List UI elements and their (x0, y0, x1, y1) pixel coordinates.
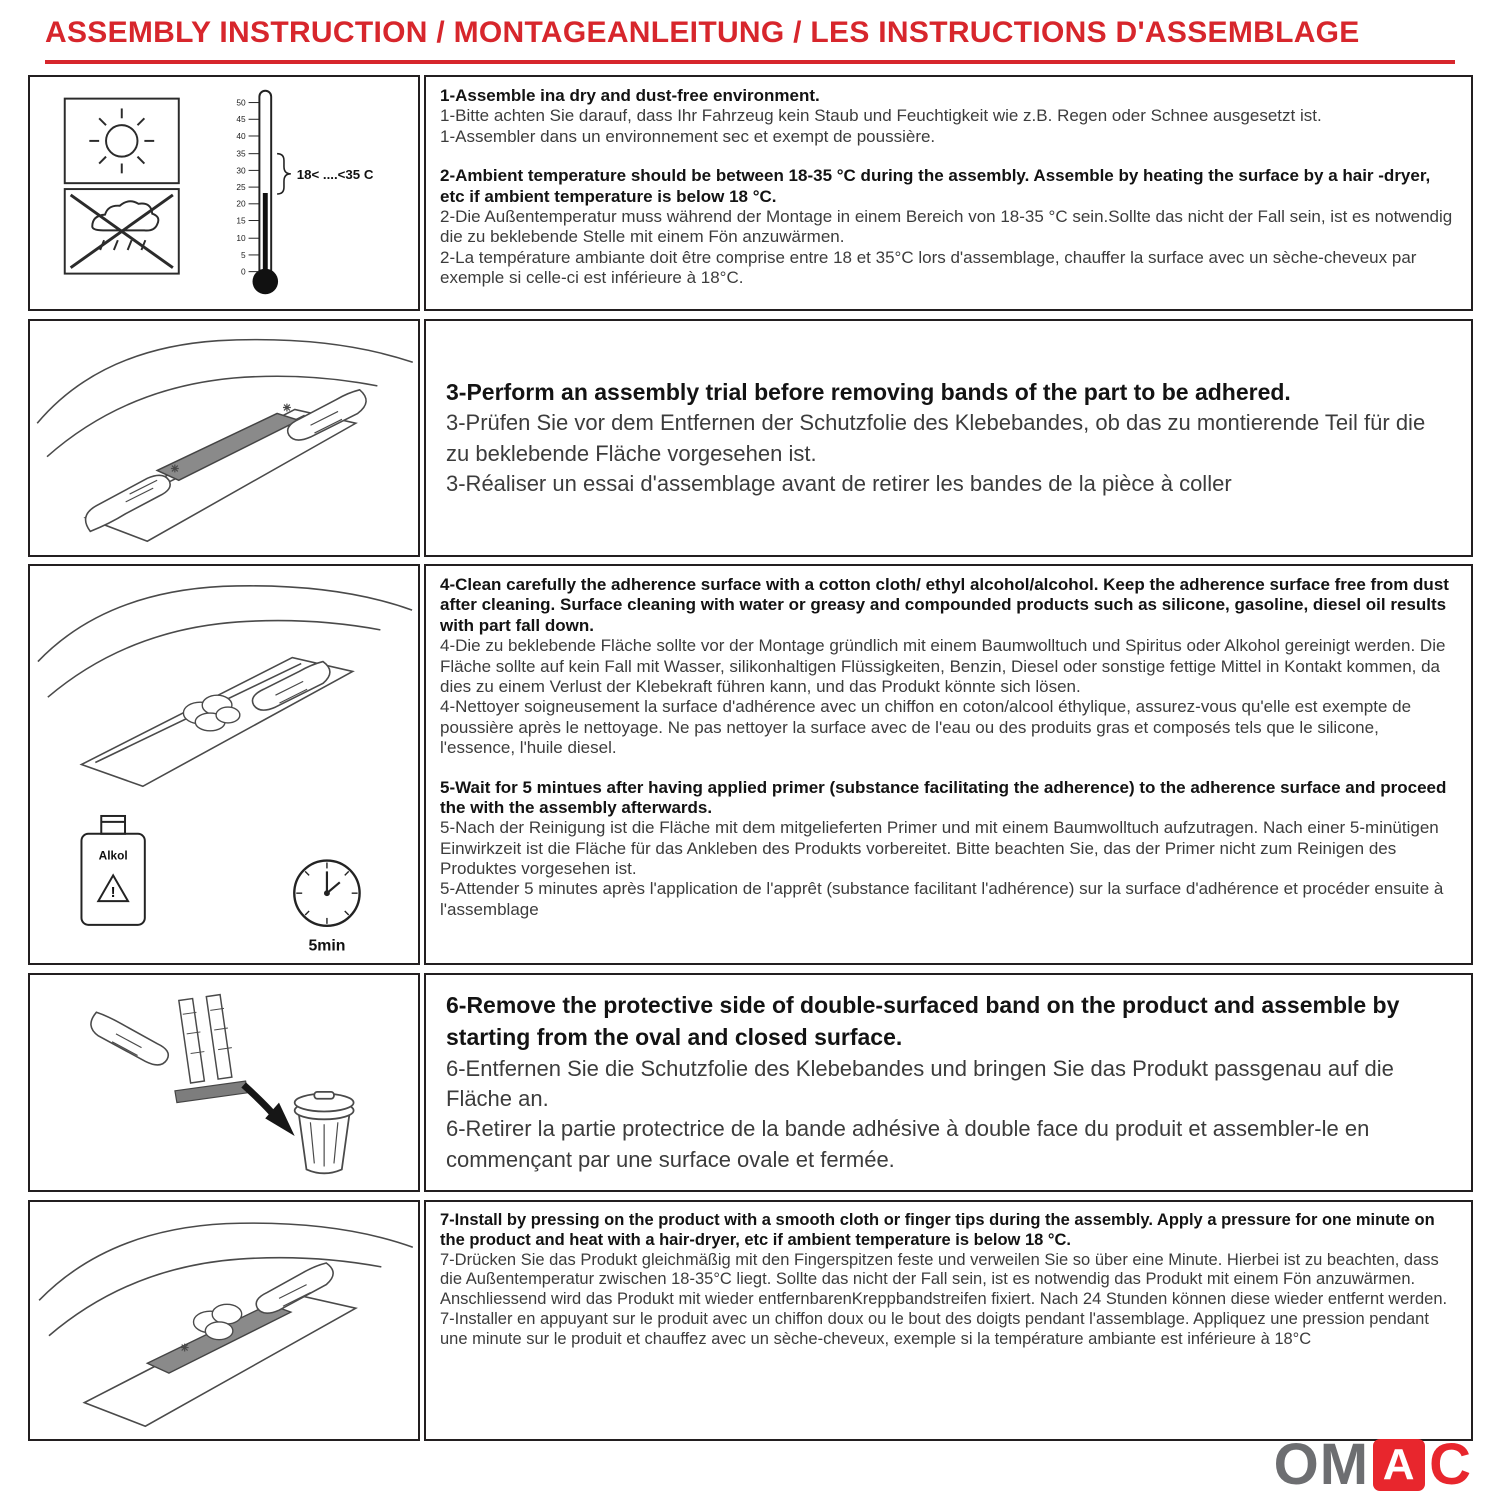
instructions-step-1-2 (424, 75, 1473, 311)
illustration-climate-temperature (28, 75, 420, 311)
press-install-illustration (30, 1202, 418, 1439)
cleaning-cloth-icon (183, 695, 239, 731)
step-row-6 (0, 973, 1500, 1192)
sill-plate-product (157, 413, 299, 480)
instruction-text: 6-Retirer la partie protectrice de la bande adhésive à double face du produit et assembler-le en commençant par une surface ovale et fermée. (446, 1116, 1370, 1172)
instruction-heading: 1-Assemble ina dry and dust-free environment. (440, 86, 820, 105)
remove-film-illustration (30, 975, 418, 1190)
instruction-text: 4-Nettoyer soigneusement la surface d'adhérence avec un chiffon en coton/alcool éthylique, assurez-vous qu'elle est exempte de poussière après le nettoyage. Ne pas nettoyer la surface avec de l'eau ou des produits gras et composés tels que le silicone, l'essence, l'huile diesel. (440, 697, 1412, 758)
thermometer-icon (236, 91, 374, 294)
svg-text:30: 30 (236, 165, 246, 176)
instruction-heading: 5-Wait for 5 mintues after having applied primer (substance facilitating the adherence) to the adherence surface and proceed the with the assembly afterwards. (440, 777, 1447, 817)
instruction-heading: 2-Ambient temperature should be between 18-35 °C during the assembly. Assemble by heating the surface by a hair -dryer, etc if ambient temperature is below 18 °C. (440, 166, 1431, 206)
instruction-text: 5-Nach der Reinigung ist die Fläche mit dem mitgelieferten Primer und mit einem Baumwolltuch aufzutragen. Nach einer 5-minütigen Einwirkzeit ist die Fläche für das Ankleben des Produkts vorbereitet. Bitte beachten Sie, das der Primer nicht zum Reinigen des Produktes vorgesehen ist. (440, 818, 1439, 879)
door-sill-lines (38, 586, 412, 786)
svg-text:50: 50 (236, 97, 246, 108)
svg-text:25: 25 (236, 182, 246, 193)
trash-can-icon (295, 1092, 354, 1173)
climate-illustration (30, 77, 418, 309)
sun-icon (65, 99, 179, 184)
alcohol-bottle-icon (81, 816, 144, 925)
cleaning-illustration (30, 566, 418, 963)
assembly-trial-illustration (30, 321, 418, 555)
arrow-down-right-icon (244, 1085, 295, 1136)
timer-label: 5min (308, 937, 346, 955)
logo-letter-c: C (1429, 1432, 1472, 1497)
step-row-3 (0, 319, 1500, 557)
clock-icon (294, 861, 359, 926)
illustration-press-install (28, 1200, 420, 1441)
instruction-text: 3-Prüfen Sie vor dem Entfernen der Schutzfolie des Klebebandes, ob das zu montierende Teil für die zu beklebende Fläche vorgesehen ist. (446, 410, 1426, 466)
instruction-text: 3-Réaliser un essai d'assemblage avant de retirer les bandes de la pièce à coller (446, 471, 1232, 497)
instruction-text: 1-Bitte achten Sie darauf, dass Ihr Fahrzeug kein Staub und Feuchtigkeit wie z.B. Regen oder Schnee ausgesetzt ist. (440, 106, 1322, 126)
instructions-step-3 (424, 319, 1473, 557)
illustration-cleaning (28, 564, 420, 965)
instruction-heading: 4-Clean carefully the adherence surface with a cotton cloth/ ethyl alcohol/alcohol. Keep the adherence surface free from dust after cleaning. Surface cleaning with water or greasy and compounded products such as silicone, gasoline, diesel oil results with part fall down. (440, 575, 1449, 635)
logo-letters-om: OM (1273, 1432, 1370, 1497)
product-strip (175, 1081, 248, 1103)
right-hand-icon (288, 390, 366, 440)
alcohol-bottle-label: Alkol (98, 848, 128, 863)
instruction-heading: 7-Install by pressing on the product with a smooth cloth or finger tips during the assembly. Apply a pressure for one minute on the product and heat with a hair-dryer, etc if ambient temperature is below 18 °C. (440, 1211, 1435, 1249)
step-row-1-2 (0, 75, 1500, 311)
svg-text:40: 40 (236, 130, 246, 141)
svg-text:20: 20 (236, 198, 246, 209)
logo-letter-a-badge: A (1373, 1439, 1425, 1491)
instruction-heading: 6-Remove the protective side of double-surfaced band on the product and assemble by starting from the oval and closed surface. (446, 992, 1400, 1050)
step-row-4-5 (0, 564, 1500, 965)
instructions-step-6 (424, 973, 1473, 1192)
instruction-text: 7-Installer en appuyant sur le produit avec un chiffon doux ou le bout des doigts pendant l'assemblage. Appliquez une pression pendant une minute sur le produit et chauffez avec un sèche-cheveux, exemple si la température ambiante est inférieure à 18°C (440, 1309, 1429, 1348)
step-row-7 (0, 1200, 1500, 1441)
svg-text:10: 10 (236, 233, 246, 244)
sparkle-mark (181, 1344, 189, 1352)
warning-exclamation: ! (110, 885, 116, 902)
instructions-step-7 (424, 1200, 1473, 1441)
peeling-hand-icon (91, 1012, 168, 1065)
omac-logo (1273, 1432, 1472, 1497)
protective-film-strips (179, 995, 232, 1083)
pressing-hand-icon (256, 1263, 333, 1313)
instruction-text: 4-Die zu beklebende Fläche sollte vor der Montage gründlich mit einem Baumwolltuch und Spiritus oder Alkohol gereinigt werden. Die Fläche sollte auf kein Fall mit Wasser, silikonhaltigen Flüssigkeiten, Benzin, Diesel oder sonstige fettige Mittel in Kontakt kommen, da dies zu einem Verlust der Klebekraft führen kann, und das Produkt könnte sich lösen. (440, 636, 1446, 696)
left-hand-icon (86, 475, 171, 531)
range-bracket (277, 154, 291, 194)
instructions-step-4-5 (424, 564, 1473, 965)
instruction-text: 7-Drücken Sie das Produkt gleichmäßig mit den Fingerspitzen feste und verweilen Sie so über eine Minute. Hierbei ist zu beachten, dass die Außentemperatur zwischen 18-35°C liegt. Sollte das nicht der Fall sein, ist es notwendig das Produkt mit einem Fön anzuwärmen. Anschliessend wird das Produkt mit wieder entfernbarenKreppbandstreifen fixiert. Nach 24 Stunden können diese wieder entfernt werden. (440, 1250, 1448, 1309)
instruction-text: 2-Die Außentemperatur muss während der Montage in einem Bereich von 18-35 °C sein.Sollte das nicht der Fall sein, ist es notwendig die zu beklebende Stelle mit einem Fön anzuwärmen. (440, 206, 1453, 247)
illustration-remove-film (28, 973, 420, 1192)
svg-text:45: 45 (236, 114, 246, 125)
svg-text:0: 0 (240, 266, 246, 277)
page-title: ASSEMBLY INSTRUCTION / MONTAGEANLEITUNG / LES INSTRUCTIONS D'ASSEMBLAGE (45, 16, 1455, 64)
instruction-text: 6-Entfernen Sie die Schutzfolie des Klebebandes und bringen Sie das Produkt passgenau auf die Fläche an. (446, 1055, 1394, 1111)
svg-text:5: 5 (240, 249, 246, 260)
svg-text:15: 15 (236, 215, 246, 226)
illustration-assembly-trial (28, 319, 420, 557)
temperature-range-label: 18< ....<35 C (296, 167, 374, 183)
instruction-text: 5-Attender 5 minutes après l'application de l'apprêt (substance facilitant l'adhérence) sur la surface d'adhérence et procéder ensuite à l'assemblage (440, 879, 1444, 919)
instruction-text: 2-La température ambiante doit être comprise entre 18 et 35°C lors d'assemblage, chauffer la surface avec un sèche-cheveux par exemple si celle-ci est inférieure à 18°C. (440, 247, 1417, 288)
thermometer-scale (236, 98, 246, 277)
instruction-heading: 3-Perform an assembly trial before removing bands of the part to be adhered. (446, 378, 1291, 405)
svg-text:35: 35 (236, 148, 246, 159)
no-rain-icon (65, 189, 179, 274)
instruction-text: 1-Assembler dans un environnement sec et exempt de poussière. (440, 126, 936, 146)
